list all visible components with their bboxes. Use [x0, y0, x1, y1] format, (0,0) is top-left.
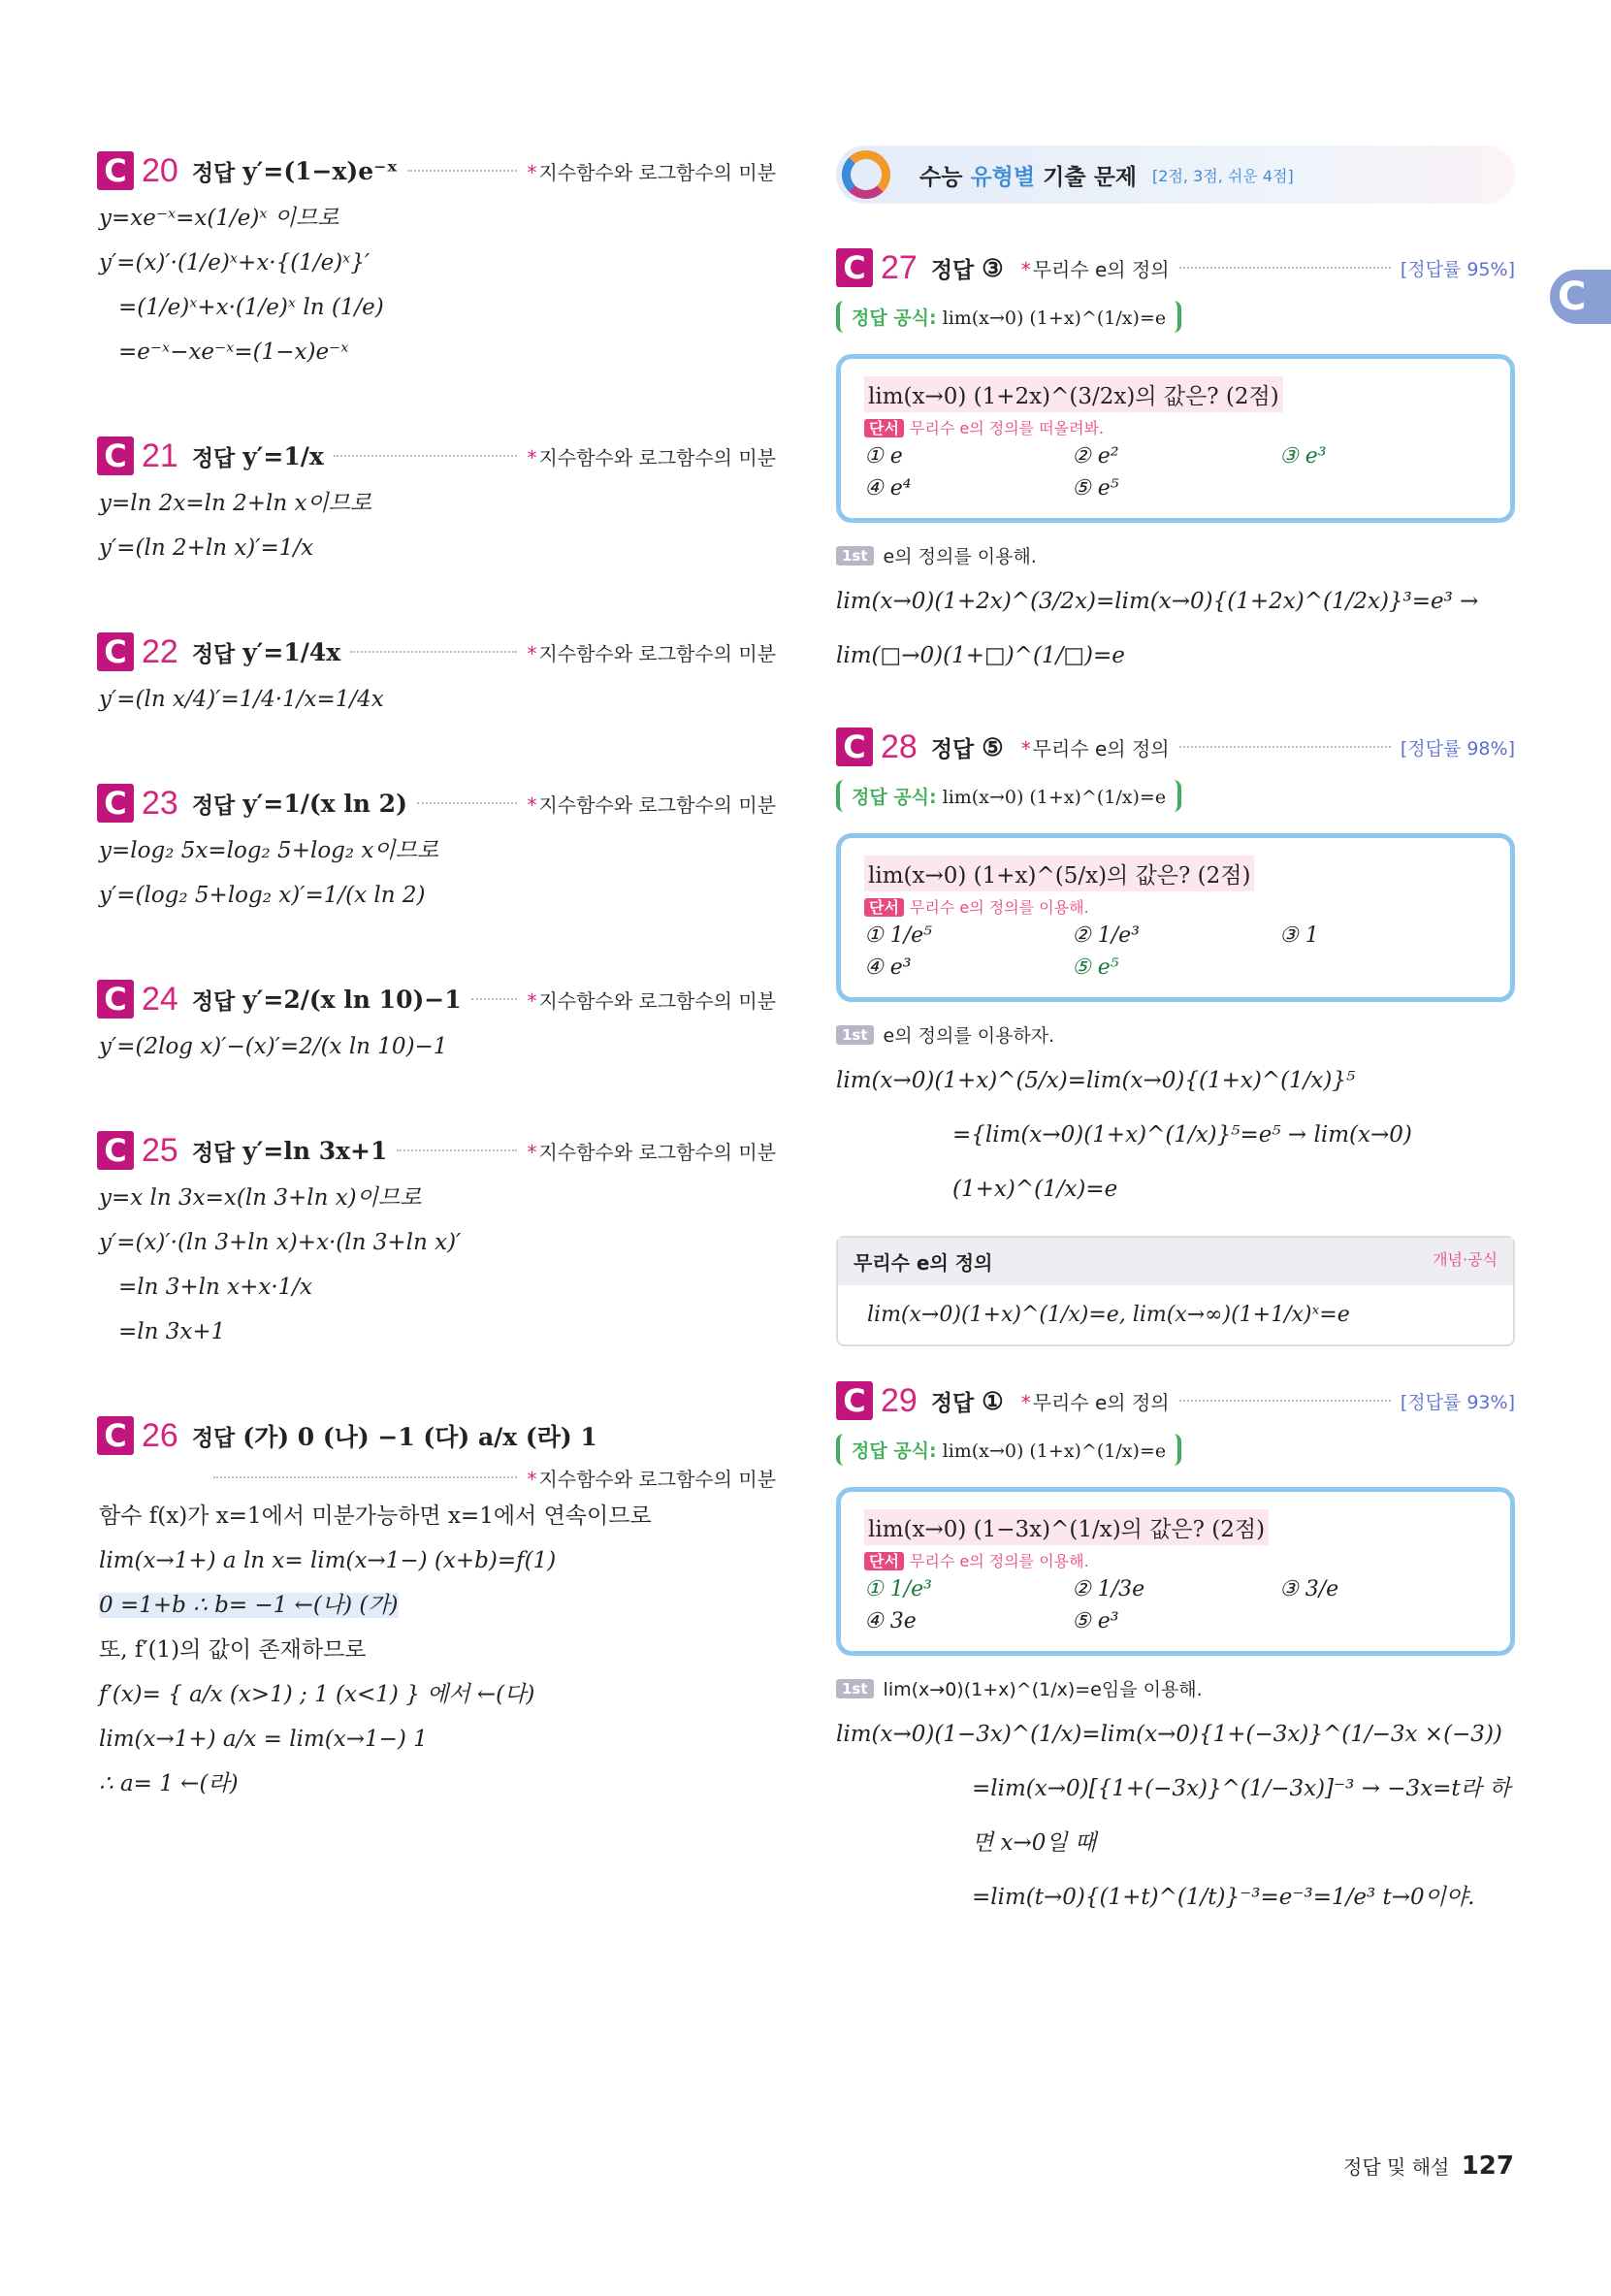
answer-label: 정답	[191, 445, 236, 471]
problem-header	[836, 243, 1515, 293]
star-icon: *	[527, 445, 537, 469]
solution-step: 1st e의 정의를 이용하자.	[836, 1021, 1515, 1048]
star-icon: *	[1020, 257, 1031, 281]
correct-rate: [정답률 95%]	[1400, 258, 1515, 280]
answer-label: 정답	[930, 1390, 975, 1416]
section-banner	[836, 146, 1515, 204]
topic: * 지수함수와 로그함수의 미분	[527, 1467, 776, 1491]
solution-line: =e⁻ˣ−xe⁻ˣ=(1−x)e⁻ˣ	[118, 340, 349, 365]
star-icon: *	[527, 1140, 537, 1164]
leader-dots	[417, 802, 518, 804]
problem-22	[97, 627, 776, 722]
solution-line: y′=(log₂ 5+log₂ x)′=1/(x ln 2)	[99, 883, 426, 908]
problem-number: 29	[881, 1381, 918, 1419]
problem-header	[97, 1125, 776, 1176]
problem-header	[836, 722, 1515, 772]
choice-selected: ③ e³	[1279, 444, 1327, 469]
choice: ④ e³	[864, 955, 912, 980]
solution-line: lim(x→1+) a/x = lim(x→1−) 1	[99, 1727, 428, 1752]
level-badge: C	[97, 1416, 134, 1455]
level-badge: C	[836, 1381, 873, 1420]
level-badge: C	[97, 1131, 134, 1170]
answer-label: 정답	[930, 736, 975, 762]
star-icon: *	[527, 160, 537, 184]
problem-header	[97, 974, 776, 1024]
star-icon: *	[527, 1467, 537, 1491]
answer-label: 정답	[191, 1425, 236, 1451]
choice: ② 1/3e	[1072, 1577, 1145, 1601]
problem-number: 28	[881, 728, 918, 765]
problem-number: 20	[142, 151, 178, 189]
answer-label: 정답	[191, 641, 236, 667]
star-icon: *	[527, 792, 537, 817]
problem-25	[97, 1125, 776, 1354]
solution-line: lim(x→1+) a ln x= lim(x→1−) (x+b)=f(1)	[99, 1548, 557, 1573]
banner-subtitle: [2점, 3점, 쉬운 4점]	[1152, 166, 1294, 185]
topic: * 지수함수와 로그함수의 미분	[527, 160, 776, 184]
topic: * 지수함수와 로그함수의 미분	[527, 792, 776, 817]
choice: ① e	[864, 444, 903, 469]
question-box	[836, 833, 1515, 1002]
choice: ⑤ e³	[1072, 1609, 1119, 1633]
concept-body: lim(x→0)(1+x)^(1/x)=e, lim(x→∞)(1+1/x)ˣ=e	[867, 1303, 1350, 1327]
leader-dots	[471, 998, 518, 1000]
problem-26	[97, 1410, 776, 1806]
problem-header	[97, 431, 776, 481]
level-badge: C	[97, 784, 134, 823]
choices	[864, 1577, 1487, 1633]
level-badge: C	[836, 248, 873, 287]
solution-line: y′=(x)′·(ln 3+ln x)+x·(ln 3+ln x)′	[99, 1230, 462, 1255]
solution-step: 1st e의 정의를 이용해.	[836, 542, 1515, 568]
concept-box	[836, 1236, 1515, 1346]
topic: * 지수함수와 로그함수의 미분	[527, 988, 776, 1013]
work-line: =lim(x→0)[{1+(−3x)}^(1/−3x)]⁻³ → −3x=t라 하면 x→0일 때	[972, 1776, 1511, 1856]
problem-number: 27	[881, 248, 918, 286]
answer-label: 정답	[930, 257, 975, 283]
choice-selected: ⑤ e⁵	[1072, 955, 1119, 980]
level-badge: C	[97, 980, 134, 1019]
solution-line: y′=(2log x)′−(x)′=2/(x ln 10)−1	[99, 1034, 448, 1059]
answer-value: y′=1/4x	[242, 637, 341, 666]
leader-dots	[334, 455, 518, 457]
solution-line: 함수 f(x)가 x=1에서 미분가능하면 x=1에서 연속이므로	[99, 1504, 652, 1529]
formula-box: 정답 공식: lim(x→0) (1+x)^(1/x)=e	[836, 780, 1181, 812]
work-line: lim(x→0)(1+2x)^(3/2x)=lim(x→0){(1+2x)^(1/2x)}³=e³ → lim(□→0)(1+□)^(1/□)=e	[836, 589, 1479, 668]
leader-dots	[213, 1476, 517, 1478]
leader-dots	[1179, 1400, 1391, 1402]
page-footer	[1343, 2151, 1514, 2181]
topic: * 무리수 e의 정의	[1020, 257, 1170, 281]
solution-line: y=log₂ 5x=log₂ 5+log₂ x이므로	[99, 838, 439, 863]
footer-label: 정답 및 해설	[1343, 2155, 1450, 2179]
choice: ③ 1	[1279, 923, 1319, 948]
solution-line: f′(x)= { a/x (x>1) ; 1 (x<1) } 에서 ←(다)	[99, 1682, 535, 1707]
star-icon: *	[527, 988, 537, 1013]
problem-topic-row	[97, 1461, 776, 1494]
answer-label: 정답	[191, 1140, 236, 1166]
leader-dots	[350, 651, 517, 653]
choice: ④ e⁴	[864, 476, 912, 501]
solution-line: =ln 3+ln x+x·1/x	[118, 1275, 313, 1300]
hint: 단서 무리수 e의 정의를 이용해.	[864, 895, 1487, 918]
problem-header	[836, 1375, 1515, 1426]
topic: * 지수함수와 로그함수의 미분	[527, 445, 776, 469]
problem-number: 22	[142, 632, 178, 670]
solution-line: ∴ a= 1 ←(라)	[99, 1771, 239, 1796]
work-line: ={lim(x→0)(1+x)^(1/x)}⁵=e⁵ → lim(x→0)(1+x)^(1/x)=e	[952, 1122, 1412, 1202]
answer-value: y′=(1−x)e⁻ˣ	[242, 156, 399, 185]
solution-line: y=ln 2x=ln 2+ln x이므로	[99, 491, 372, 516]
choices	[864, 923, 1487, 980]
work-line: lim(x→0)(1+x)^(5/x)=lim(x→0){(1+x)^(1/x)}⁵	[836, 1068, 1356, 1093]
answer-value: y′=1/x	[242, 441, 324, 470]
topic: * 무리수 e의 정의	[1020, 1390, 1170, 1414]
answer-label: 정답	[191, 160, 236, 186]
leader-dots	[407, 170, 517, 172]
ring-logo-icon	[842, 150, 890, 199]
question-box	[836, 1487, 1515, 1656]
level-badge: C	[836, 728, 873, 766]
formula-box: 정답 공식: lim(x→0) (1+x)^(1/x)=e	[836, 1434, 1181, 1466]
leader-dots	[397, 1149, 517, 1151]
topic: * 무리수 e의 정의	[1020, 736, 1170, 760]
problem-header	[97, 146, 776, 196]
choice: ③ 3/e	[1279, 1577, 1339, 1601]
problem-header	[97, 1410, 776, 1461]
problem-27	[836, 243, 1515, 683]
answer-label: 정답	[191, 988, 236, 1015]
correct-rate: [정답률 93%]	[1400, 1391, 1515, 1413]
leader-dots	[1179, 746, 1391, 748]
hint: 단서 무리수 e의 정의를 떠올려봐.	[864, 416, 1487, 438]
level-badge: C	[97, 437, 134, 475]
choice: ④ 3e	[864, 1609, 917, 1633]
choice: ⑤ e⁵	[1072, 476, 1119, 501]
answer-value: (가) 0 (나) −1 (다) a/x (라) 1	[242, 1423, 597, 1451]
left-column	[97, 146, 776, 1862]
problem-28	[836, 722, 1515, 1216]
star-icon: *	[1020, 736, 1031, 760]
concept-header	[838, 1238, 1513, 1285]
problem-header	[97, 627, 776, 677]
problem-29	[836, 1375, 1515, 1924]
problem-21	[97, 431, 776, 570]
problem-20	[97, 146, 776, 374]
page-number: 127	[1461, 2151, 1514, 2181]
choice-selected: ① 1/e³	[864, 1577, 932, 1601]
work-line: =lim(t→0){(1+t)^(1/t)}⁻³=e⁻³=1/e³ t→0이야.	[972, 1885, 1475, 1910]
problem-header	[97, 778, 776, 828]
question-text: lim(x→0) (1+x)^(5/x)의 값은? (2점)	[864, 856, 1254, 891]
solution-line: y′=(ln 2+ln x)′=1/x	[99, 535, 314, 561]
solution-line: 0 =1+b ∴ b= −1 ←(나) (가)	[99, 1593, 399, 1618]
answer-value: y′=2/(x ln 10)−1	[242, 985, 462, 1014]
solution-line: y=xe⁻ˣ=x(1/e)ˣ 이므로	[99, 206, 339, 231]
right-column	[836, 146, 1515, 1981]
answer-value: ①	[982, 1386, 1004, 1415]
problem-24	[97, 974, 776, 1069]
choices	[864, 444, 1487, 501]
choice: ② 1/e³	[1072, 923, 1140, 948]
hint: 단서 무리수 e의 정의를 이용해.	[864, 1549, 1487, 1571]
answer-value: y′=1/(x ln 2)	[242, 789, 407, 818]
problem-23	[97, 778, 776, 918]
choice: ① 1/e⁵	[864, 923, 932, 948]
problem-number: 23	[142, 784, 178, 822]
solution-line: 또, f′(1)의 값이 존재하므로	[99, 1637, 367, 1663]
problem-number: 25	[142, 1131, 178, 1169]
concept-tag: 개념·공식	[1433, 1250, 1498, 1269]
topic: * 지수함수와 로그함수의 미분	[527, 641, 776, 665]
problem-number: 24	[142, 980, 178, 1018]
star-icon: *	[527, 641, 537, 665]
solution-line: =(1/e)ˣ+x·(1/e)ˣ ln (1/e)	[118, 295, 384, 320]
correct-rate: [정답률 98%]	[1400, 737, 1515, 760]
solution-line: y′=(x)′·(1/e)ˣ+x·{(1/e)ˣ}′	[99, 250, 371, 275]
answer-value: ⑤	[982, 732, 1004, 761]
problem-number: 21	[142, 437, 178, 474]
question-text: lim(x→0) (1−3x)^(1/x)의 값은? (2점)	[864, 1509, 1269, 1545]
chapter-tab: C	[1550, 270, 1611, 324]
level-badge: C	[97, 632, 134, 671]
formula-box: 정답 공식: lim(x→0) (1+x)^(1/x)=e	[836, 301, 1181, 333]
solution-line: y′=(ln x/4)′=1/4·1/x=1/4x	[99, 687, 384, 712]
problem-number: 26	[142, 1416, 178, 1454]
leader-dots	[1179, 267, 1391, 269]
solution-step: 1st lim(x→0)(1+x)^(1/x)=e임을 이용해.	[836, 1675, 1515, 1701]
question-box	[836, 354, 1515, 523]
answer-label: 정답	[191, 792, 236, 819]
work-line: lim(x→0)(1−3x)^(1/x)=lim(x→0){1+(−3x)}^(1/−3x ×(−3))	[836, 1722, 1502, 1747]
level-badge: C	[97, 151, 134, 190]
answer-value: y′=ln 3x+1	[242, 1136, 388, 1165]
answer-value: ③	[982, 253, 1004, 282]
question-text: lim(x→0) (1+2x)^(3/2x)의 값은? (2점)	[864, 376, 1283, 412]
banner-title: 수능 유형별 기출 문제	[919, 164, 1138, 190]
concept-title: 무리수 e의 정의	[854, 1251, 993, 1275]
choice: ② e²	[1072, 444, 1119, 469]
solution-line: =ln 3x+1	[118, 1319, 226, 1344]
topic: * 지수함수와 로그함수의 미분	[527, 1140, 776, 1164]
star-icon: *	[1020, 1390, 1031, 1414]
solution-line: y=x ln 3x=x(ln 3+ln x)이므로	[99, 1185, 422, 1211]
